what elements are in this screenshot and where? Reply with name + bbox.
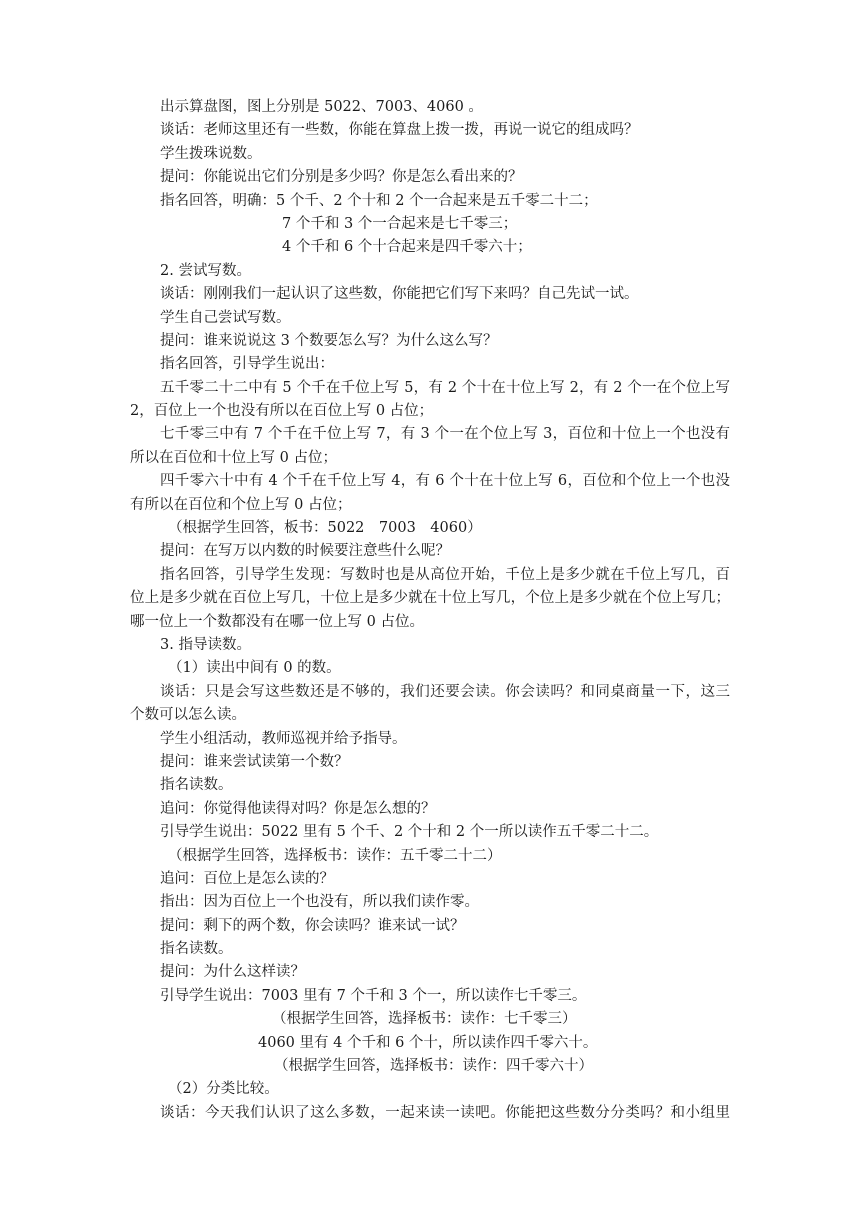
text-line: 提问：剩下的两个数，你会读吗？谁来试一试？	[160, 917, 465, 934]
text-line: 提问：为什么这样读？	[160, 964, 305, 981]
text-line: （根据学生回答，选择板书：读作：七千零三）	[272, 1011, 577, 1028]
text-line: 谈话：今天我们认识了这么多数，一起来读一读吧。你能把这些数分分类吗？和小组里	[160, 1104, 730, 1121]
text-line: 指名回答，引导学生说出：	[160, 356, 334, 373]
text-line: 哪一位上一个数都没有在哪一位上写 0 占位。	[130, 613, 424, 630]
text-line: 提问：你能说出它们分别是多少吗？你是怎么看出来的？	[160, 169, 523, 186]
text-line: 指出：因为百位上一个也没有，所以我们读作零。	[160, 894, 479, 911]
text-line: 学生自己尝试写数。	[160, 309, 291, 326]
text-line: 学生拨珠说数。	[160, 145, 262, 162]
text-line: 指名读数。	[160, 777, 233, 794]
text-line: 提问：在写万以内数的时候要注意些什么呢？	[160, 543, 450, 560]
text-line: 谈话：刚刚我们一起认识了这些数，你能把它们写下来吗？自己先试一试。	[160, 286, 639, 303]
text-line: （1）读出中间有 0 的数。	[168, 660, 341, 677]
text-line: 2，百位上一个也没有所以在百位上写 0 占位；	[130, 403, 434, 420]
text-line: 谈话：只是会写这些数还是不够的，我们还要会读。你会读吗？和同桌商量一下，这三	[160, 683, 730, 700]
text-line: 有所以在百位和个位上写 0 占位；	[130, 496, 352, 513]
text-line: 指名读数。	[160, 941, 233, 958]
text-line: （根据学生回答，选择板书：读作：四千零六十）	[274, 1058, 593, 1075]
text-line: 个数可以怎么读。	[130, 707, 246, 724]
text-line: （2）分类比较。	[168, 1081, 279, 1098]
text-line: 4 个千和 6 个十合起来是四千零六十；	[282, 239, 532, 256]
text-line: 引导学生说出：7003 里有 7 个千和 3 个一，所以读作七千零三。	[160, 987, 587, 1004]
text-line: 指名回答，明确：5 个千、2 个十和 2 个一合起来是五千零二十二；	[160, 192, 598, 209]
text-line: 所以在百位和十位上写 0 占位；	[130, 449, 337, 466]
text-line: 指名回答，引导学生发现：写数时也是从高位开始，千位上是多少就在千位上写几，百	[160, 566, 730, 583]
text-line: 引导学生说出：5022 里有 5 个千、2 个十和 2 个一所以读作五千零二十二。	[160, 824, 659, 841]
text-line: 提问：谁来尝试读第一个数？	[160, 753, 349, 770]
text-line: 位上是多少就在百位上写几，十位上是多少就在十位上写几，个位上是多少就在个位上写几；	[130, 590, 730, 607]
text-line: 追问：百位上是怎么读的？	[160, 870, 334, 887]
text-line: 2. 尝试写数。	[160, 262, 251, 279]
text-line: 追问：你觉得他读得对吗？你是怎么想的？	[160, 800, 436, 817]
text-line: （根据学生回答，选择板书：读作：五千零二十二）	[168, 847, 502, 864]
text-line: 七千零三中有 7 个千在千位上写 7，有 3 个一在个位上写 3，百位和十位上一个也没有	[160, 426, 730, 443]
document-page	[130, 96, 730, 1125]
text-line: 4060 里有 4 个千和 6 个十，所以读作四千零六十。	[258, 1034, 598, 1051]
text-line: （根据学生回答，板书：5022 7003 4060）	[168, 520, 482, 537]
text-line: 7 个千和 3 个一合起来是七千零三；	[282, 215, 518, 232]
text-line: 提问：谁来说说这 3 个数要怎么写？为什么这么写？	[160, 332, 498, 349]
text-line: 3. 指导读数。	[160, 636, 251, 653]
text-line: 谈话：老师这里还有一些数，你能在算盘上拨一拨，再说一说它的组成吗？	[160, 122, 639, 139]
text-line: 五千零二十二中有 5 个千在千位上写 5，有 2 个十在十位上写 2，有 2 个一在个位上写	[160, 379, 730, 396]
text-line: 学生小组活动，教师巡视并给予指导。	[160, 730, 407, 747]
text-line: 四千零六十中有 4 个千在千位上写 4，有 6 个十在十位上写 6，百位和个位上一个也没	[160, 473, 730, 490]
text-line: 出示算盘图，图上分别是 5022、7003、4060 。	[160, 99, 483, 115]
